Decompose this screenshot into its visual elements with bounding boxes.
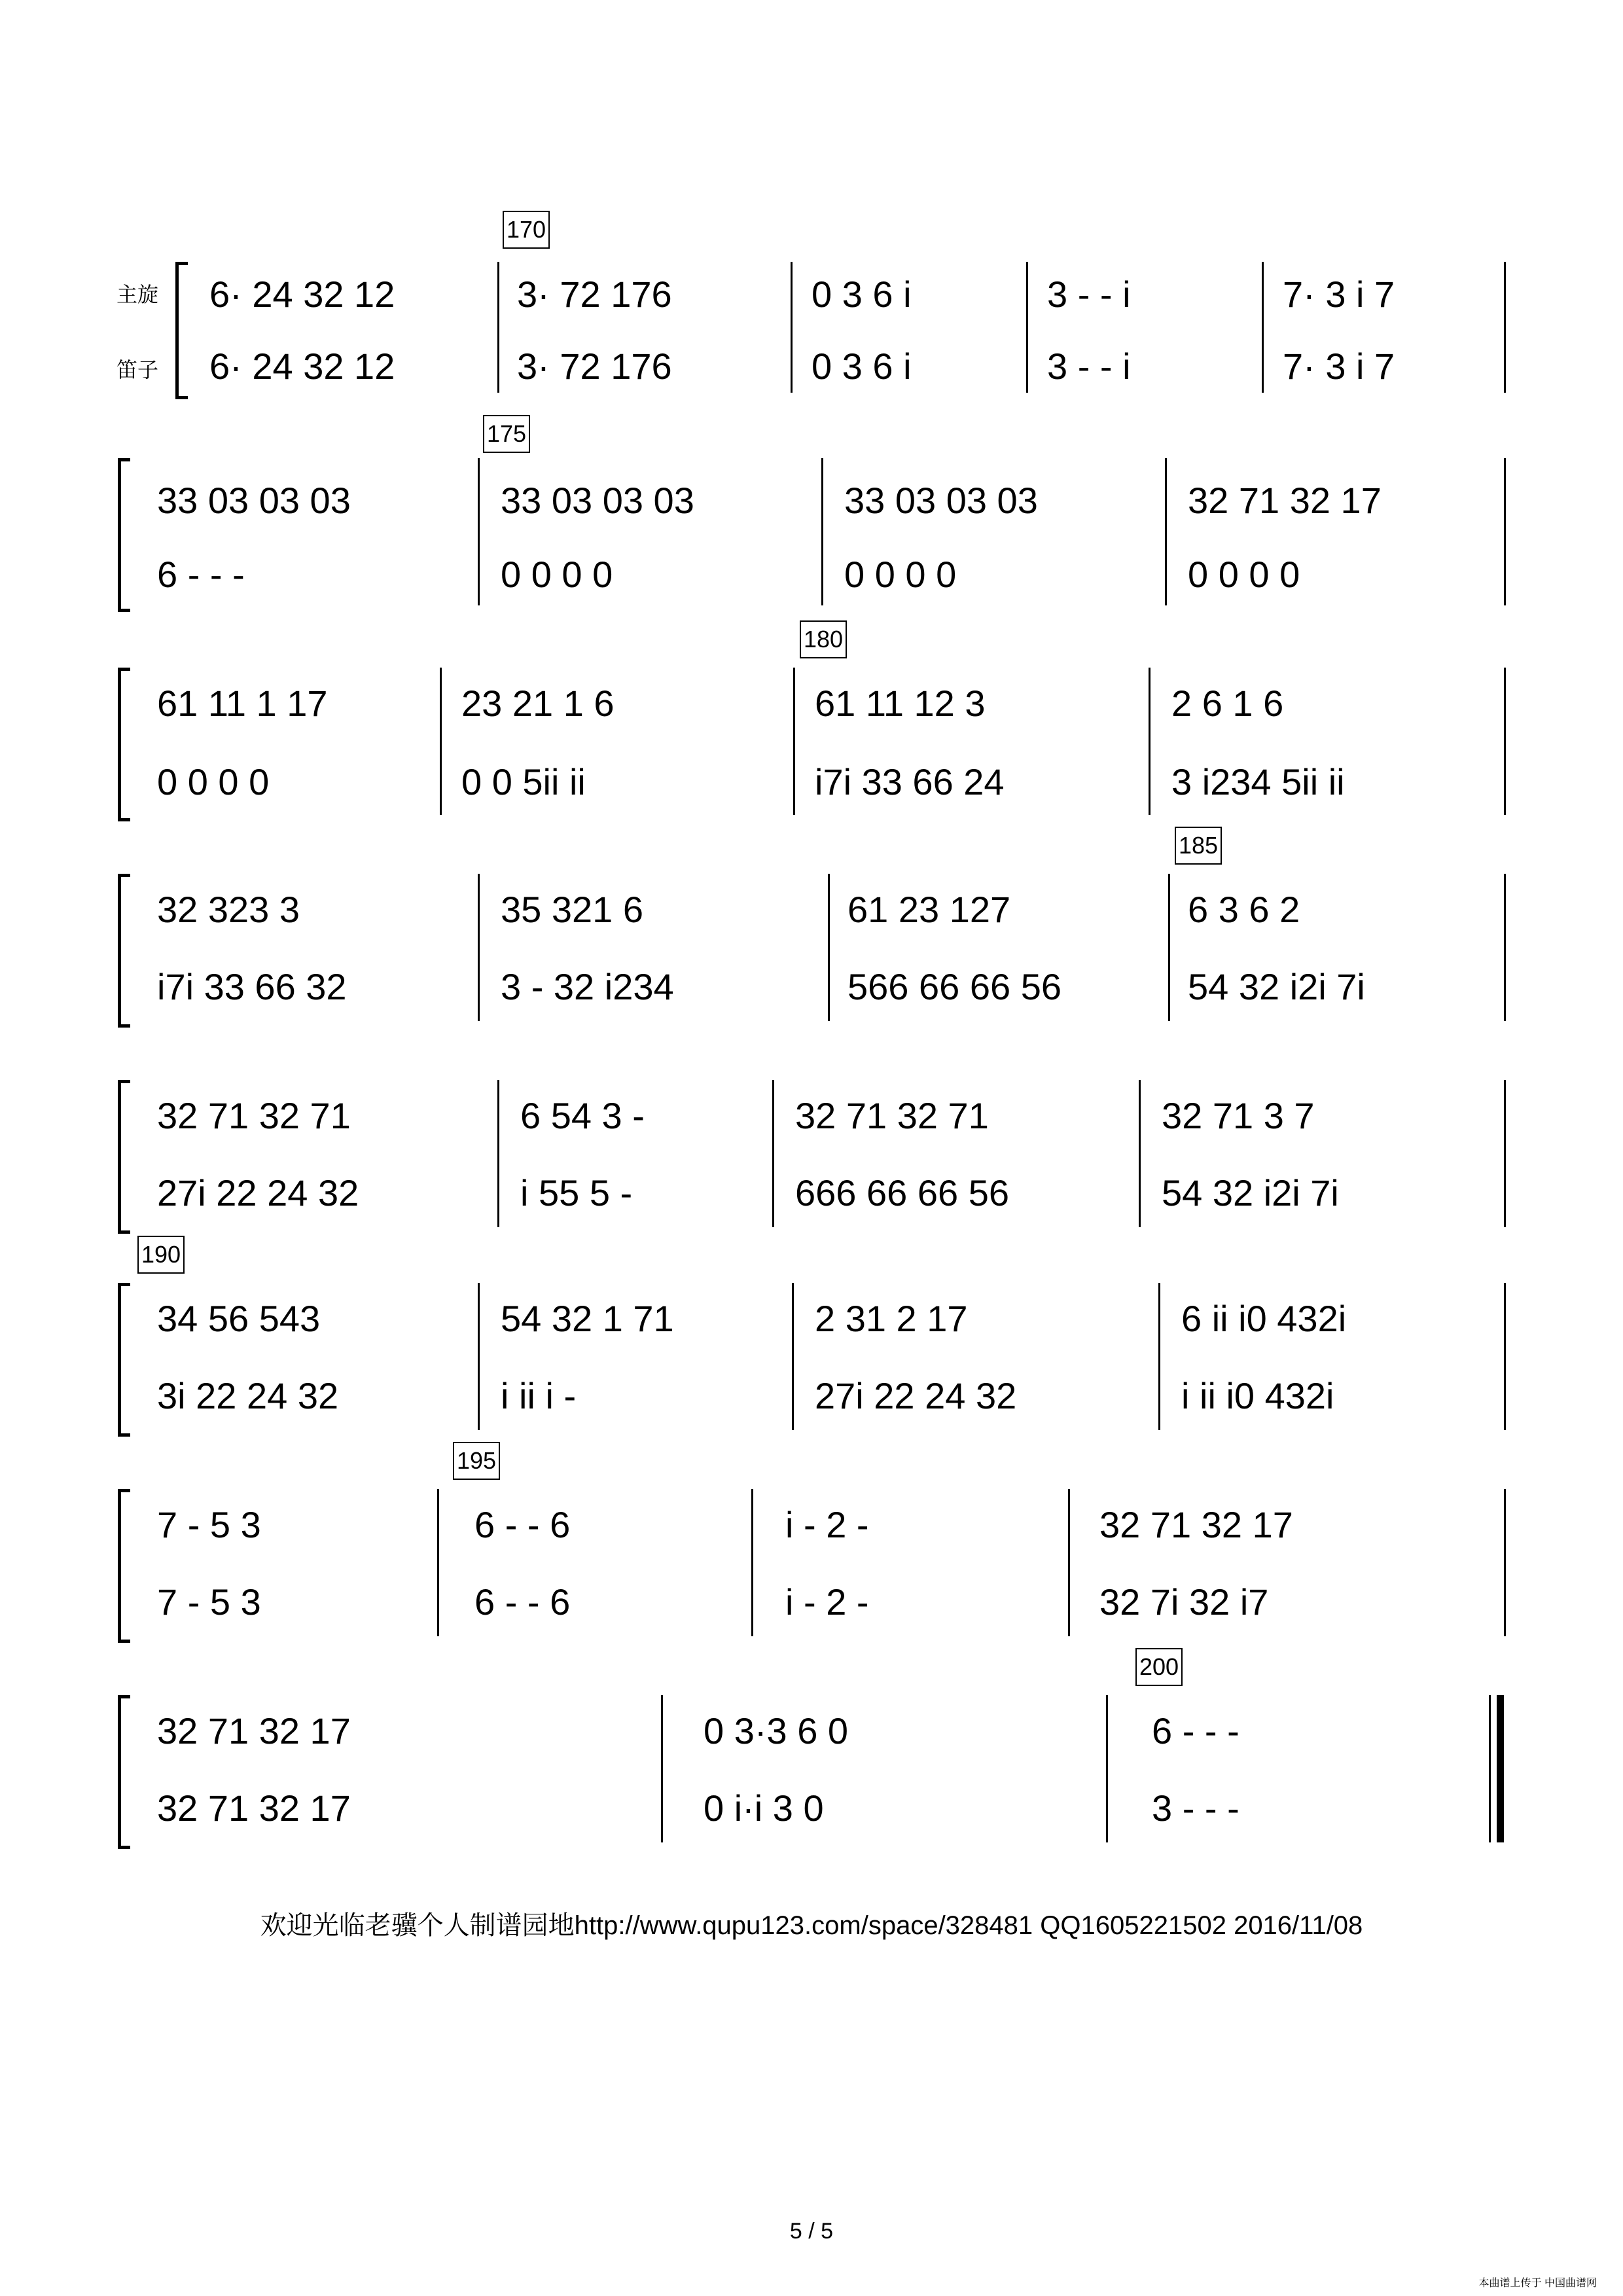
notes: 566 66 66 56: [847, 966, 1061, 1007]
barline: [1149, 668, 1150, 815]
barline: [1068, 1489, 1070, 1636]
notes: 2 31 2 17: [815, 1298, 968, 1339]
notes: i - 2 -: [785, 1581, 869, 1623]
barline: [497, 262, 499, 393]
notes: i ii i -: [501, 1375, 577, 1416]
notes: 27i 22 24 32: [157, 1172, 359, 1213]
notes: 0 i·i 3 0: [704, 1787, 824, 1829]
barline: [792, 1283, 794, 1430]
notes: 3i 22 24 32: [157, 1375, 339, 1416]
notes: 0 3 6 i: [812, 274, 912, 315]
barline: [821, 458, 823, 605]
final-barline-thick: [1497, 1695, 1504, 1842]
barline: [478, 458, 480, 605]
barline: [478, 874, 480, 1021]
notes: 54 32 i2i 7i: [1188, 966, 1365, 1007]
notes: 6 54 3 -: [520, 1095, 645, 1136]
system-bracket: [118, 874, 130, 1028]
notes: 666 66 66 56: [795, 1172, 1009, 1213]
system-bracket: [175, 262, 188, 399]
system-bracket: [118, 458, 130, 612]
notes: 27i 22 24 32: [815, 1375, 1017, 1416]
notes: i ii i0 432i: [1181, 1375, 1334, 1416]
page-number: 5 / 5: [789, 2219, 834, 2244]
barline: [437, 1489, 439, 1636]
barline: [1504, 262, 1506, 393]
notes: 6· 24 32 12: [209, 274, 395, 315]
barline: [1106, 1695, 1108, 1842]
notes: 54 32 i2i 7i: [1162, 1172, 1339, 1213]
notes: 3 i234 5ii ii: [1171, 761, 1345, 802]
notes: 34 56 543: [157, 1298, 321, 1339]
notes: 7· 3 i 7: [1283, 346, 1395, 387]
notes: 0 3 6 i: [812, 346, 912, 387]
notes: 32 71 3 7: [1162, 1095, 1315, 1136]
barline: [1262, 262, 1264, 393]
notes: 3· 72 176: [517, 274, 672, 315]
notes: 32 71 32 71: [795, 1095, 989, 1136]
notes: 6 ii i0 432i: [1181, 1298, 1347, 1339]
notes: 6 3 6 2: [1188, 889, 1300, 930]
footer-text: 欢迎光临老骥个人制谱园地http://www.qupu123.com/space/328481 QQ1605221502 2016/11/08: [260, 1911, 1363, 1940]
measure-number: 185: [1175, 827, 1222, 865]
system-bracket: [118, 1283, 130, 1437]
barline: [791, 262, 793, 393]
barline: [1026, 262, 1028, 393]
notes: 3 - - i: [1047, 274, 1131, 315]
barline: [1165, 458, 1167, 605]
barline: [1139, 1080, 1141, 1227]
notes: 32 71 32 17: [1188, 480, 1382, 521]
part-label-top: 主旋: [116, 283, 159, 306]
measure-number: 200: [1135, 1648, 1183, 1686]
notes: 0 0 0 0: [844, 554, 957, 595]
barline: [1168, 874, 1170, 1021]
system-bracket: [118, 1080, 130, 1234]
measure-number: 170: [503, 211, 550, 249]
notes: 23 21 1 6: [461, 683, 615, 724]
notes: 61 11 12 3: [815, 683, 986, 724]
barline: [793, 668, 795, 815]
notes: 0 0 5ii ii: [461, 761, 586, 802]
system-bracket: [118, 668, 130, 821]
notes: 0 0 0 0: [157, 761, 270, 802]
system-bracket: [118, 1489, 130, 1643]
barline: [1504, 1080, 1506, 1227]
notes: 32 71 32 71: [157, 1095, 351, 1136]
notes: 7 - 5 3: [157, 1504, 261, 1545]
notes: 32 7i 32 i7: [1099, 1581, 1269, 1623]
barline: [478, 1283, 480, 1430]
part-label-bottom: 笛子: [116, 358, 159, 382]
final-barline-thin: [1489, 1695, 1491, 1842]
barline: [772, 1080, 774, 1227]
notes: 3 - - -: [1152, 1787, 1240, 1829]
notes: 3· 72 176: [517, 346, 672, 387]
notes: 61 11 1 17: [157, 683, 328, 724]
notes: 61 23 127: [847, 889, 1011, 930]
barline: [661, 1695, 663, 1842]
notes: 32 71 32 17: [1099, 1504, 1293, 1545]
notes: 6 - - -: [1152, 1710, 1240, 1751]
notes: 54 32 1 71: [501, 1298, 674, 1339]
notes: 6 - - 6: [474, 1504, 571, 1545]
notes: 33 03 03 03: [844, 480, 1038, 521]
notes: i 55 5 -: [520, 1172, 633, 1213]
notes: 0 0 0 0: [501, 554, 613, 595]
notes: 2 6 1 6: [1171, 683, 1284, 724]
notes: 3 - - i: [1047, 346, 1131, 387]
notes: i - 2 -: [785, 1504, 869, 1545]
notes: 32 323 3: [157, 889, 300, 930]
barline: [1504, 458, 1506, 605]
measure-number: 180: [800, 620, 847, 658]
notes: 32 71 32 17: [157, 1710, 351, 1751]
notes: 32 71 32 17: [157, 1787, 351, 1829]
barline: [751, 1489, 753, 1636]
upload-tag: 本曲谱上传于 中国曲谱网: [1478, 2278, 1597, 2289]
barline: [440, 668, 442, 815]
notes: 33 03 03 03: [501, 480, 694, 521]
notes: 7· 3 i 7: [1283, 274, 1395, 315]
notes: i7i 33 66 32: [157, 966, 347, 1007]
notes: 35 321 6: [501, 889, 643, 930]
system-bracket: [118, 1695, 130, 1849]
notes: 6· 24 32 12: [209, 346, 395, 387]
barline: [828, 874, 830, 1021]
measure-number: 175: [483, 415, 530, 453]
barline: [1504, 1489, 1506, 1636]
barline: [1504, 668, 1506, 815]
notes: i7i 33 66 24: [815, 761, 1005, 802]
barline: [497, 1080, 499, 1227]
notes: 6 - - -: [157, 554, 245, 595]
notes: 6 - - 6: [474, 1581, 571, 1623]
barline: [1504, 874, 1506, 1021]
barline: [1158, 1283, 1160, 1430]
measure-number: 190: [137, 1236, 185, 1274]
notes: 33 03 03 03: [157, 480, 351, 521]
notes: 0 0 0 0: [1188, 554, 1300, 595]
measure-number: 195: [453, 1442, 500, 1480]
barline: [1504, 1283, 1506, 1430]
notes: 3 - 32 i234: [501, 966, 674, 1007]
notes: 0 3·3 6 0: [704, 1710, 849, 1751]
notes: 7 - 5 3: [157, 1581, 261, 1623]
